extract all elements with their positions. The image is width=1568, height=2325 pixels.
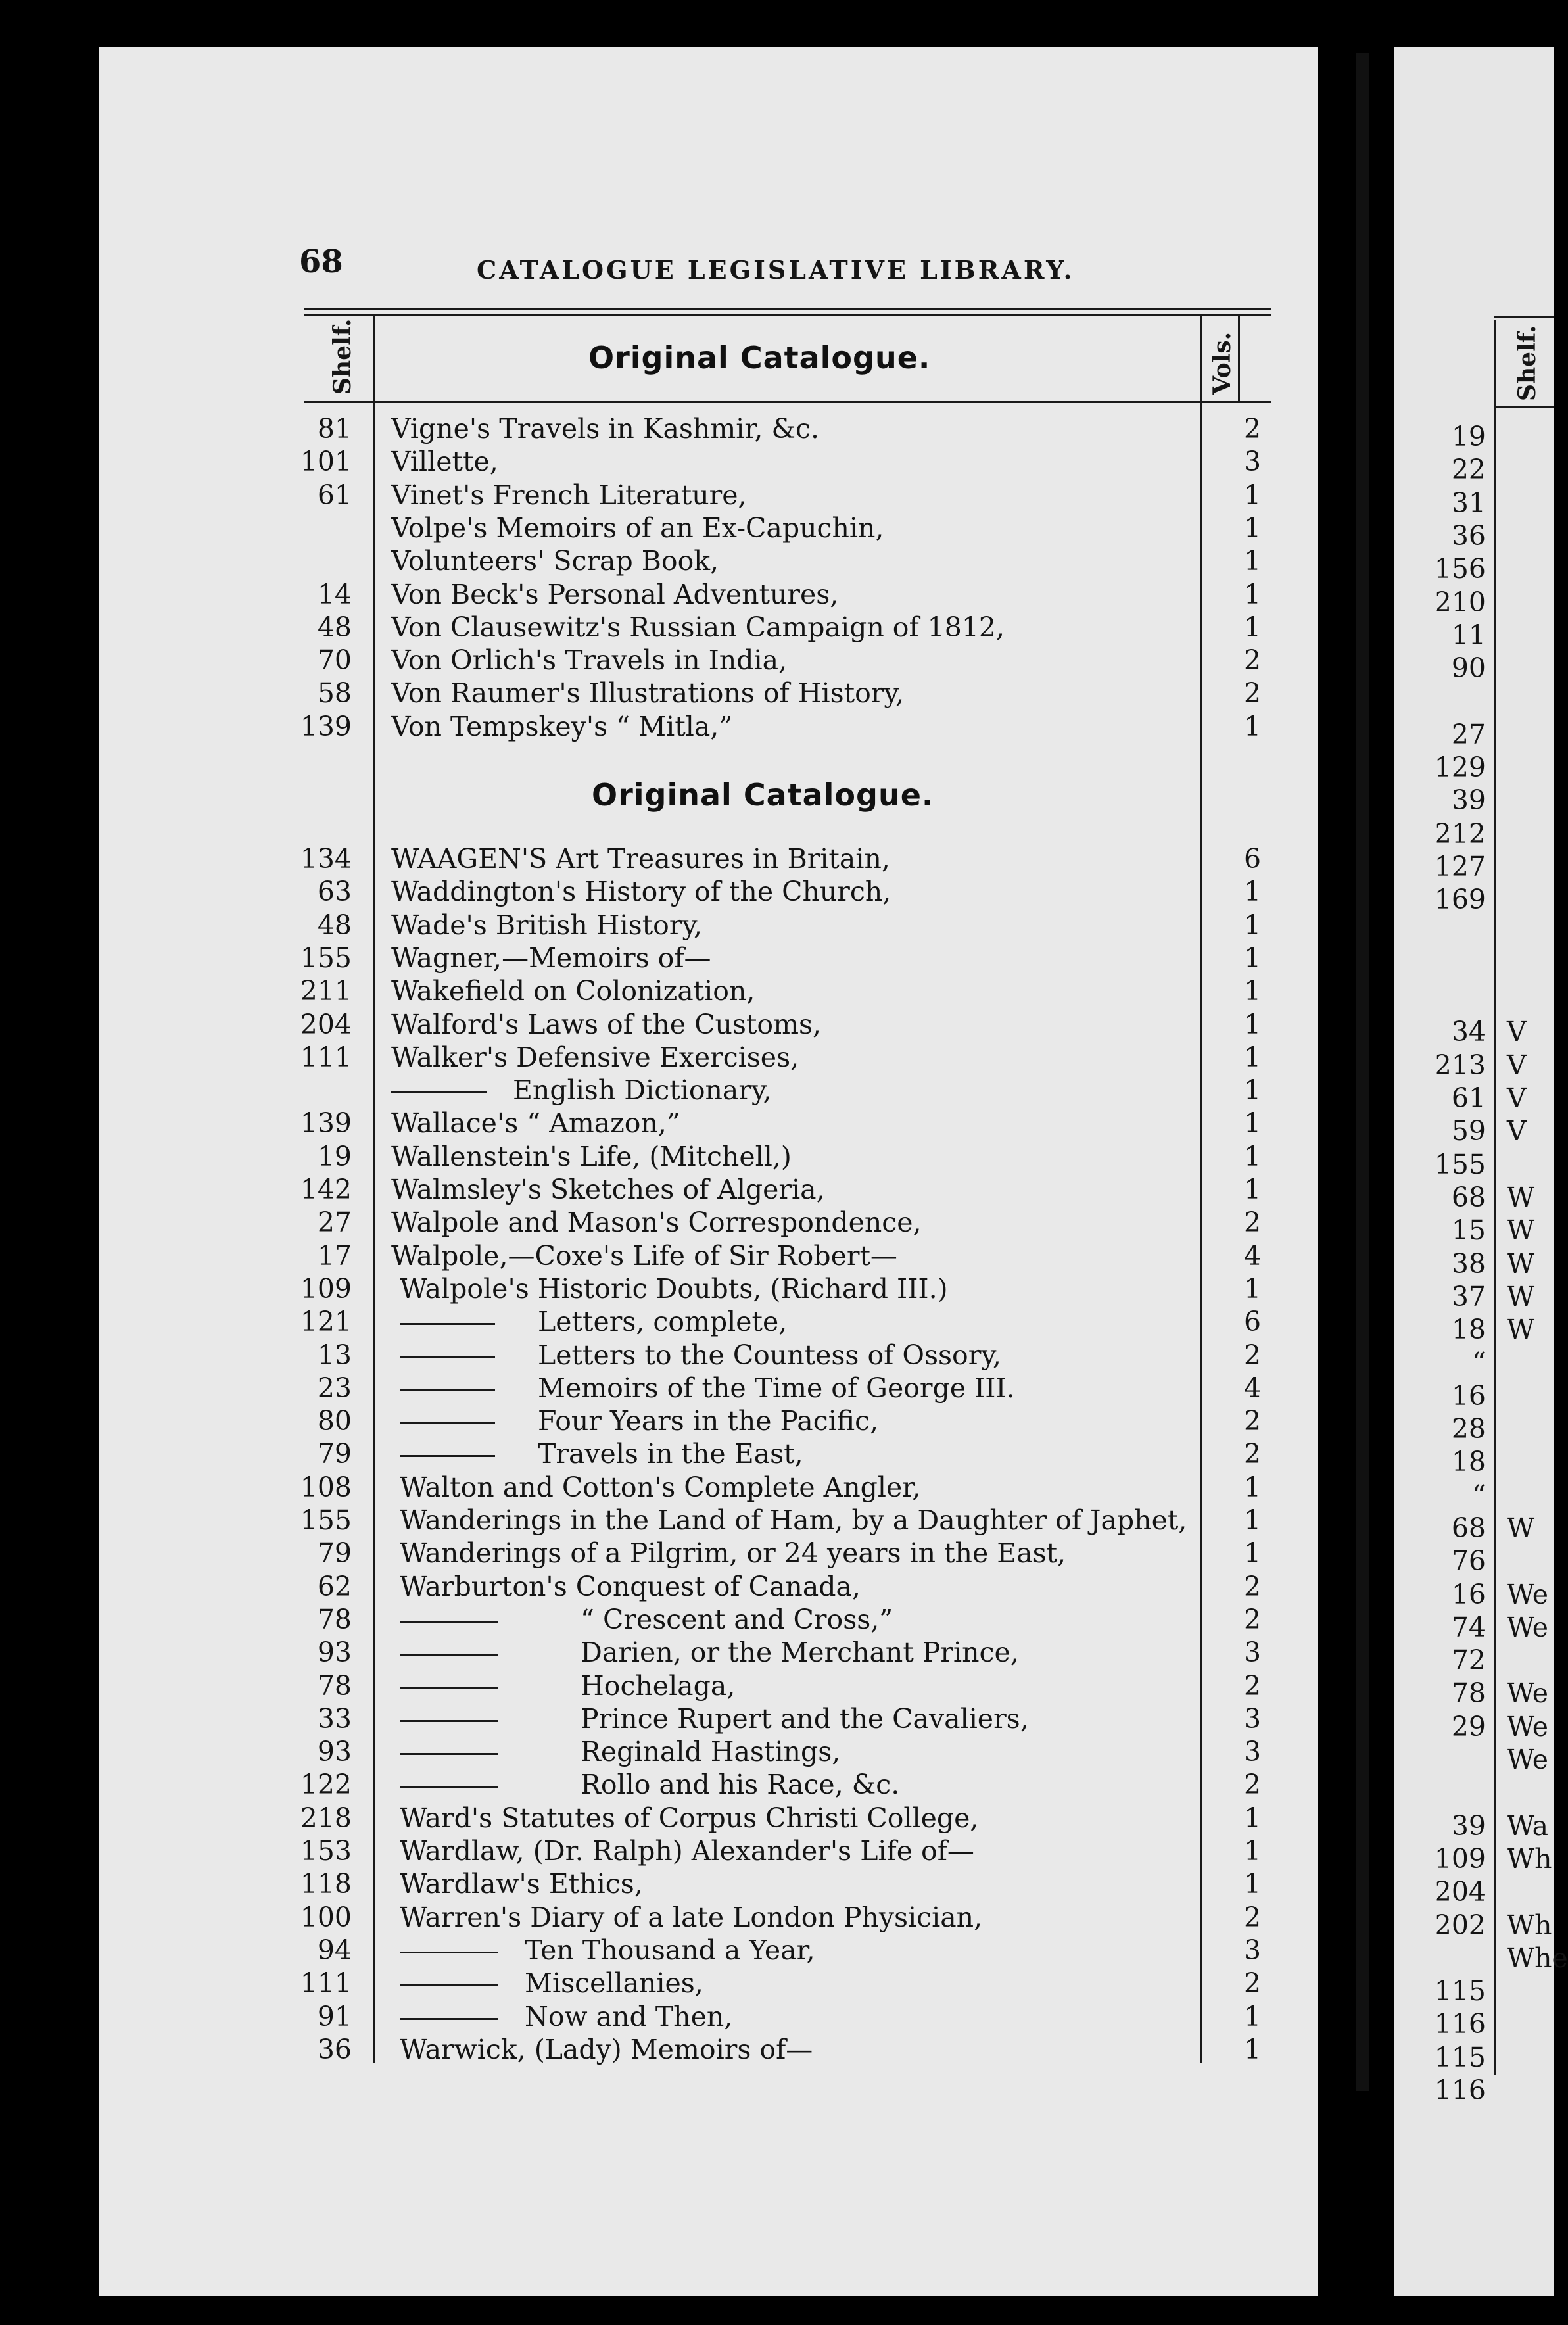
facing-shelf-number: 27: [1451, 718, 1486, 750]
vols-count: 3: [1243, 446, 1262, 478]
top-rule: [304, 308, 1271, 310]
entry-title-text: Warren's Diary of a late London Physician,: [400, 1901, 983, 1933]
shelf-number: 48: [317, 611, 352, 643]
facing-shelf-number: 18: [1451, 1446, 1486, 1478]
vols-count: 2: [1243, 1438, 1262, 1470]
section-heading: Original Catalogue.: [592, 777, 934, 813]
shelf-number: 139: [300, 710, 352, 742]
entry-title: [391, 479, 747, 511]
facing-shelf-number: 212: [1434, 817, 1486, 850]
entry-title-text: Von Clausewitz's Russian Campaign of 1812,: [391, 611, 1005, 643]
page-number: 68: [299, 243, 343, 280]
shelf-number: 79: [317, 1537, 352, 1570]
entry-title: [400, 1504, 1187, 1536]
shelf-number: 94: [317, 1934, 352, 1966]
ditto-dash: [400, 1621, 498, 1623]
entry-title: [400, 1273, 948, 1305]
shelf-number: 108: [300, 1471, 352, 1503]
entry-title: [391, 942, 711, 974]
vols-count: 1: [1243, 975, 1262, 1007]
facing-shelf-number: 28: [1451, 1413, 1486, 1445]
entry-title-text: Wanderings in the Land of Ham, by a Daughter of Japhet,: [400, 1504, 1187, 1536]
facing-title-fragment: W: [1507, 1181, 1535, 1213]
facing-title-fragment: V: [1507, 1115, 1527, 1147]
entry-title: [391, 1107, 680, 1139]
entry-title-text: Warburton's Conquest of Canada,: [400, 1570, 861, 1602]
facing-shelf-number: 16: [1451, 1379, 1486, 1412]
facing-title-fragment: W: [1507, 1214, 1535, 1247]
facing-header-rule: [1494, 406, 1554, 408]
shelf-number: 14: [317, 578, 352, 610]
facing-column-rule: [1494, 320, 1496, 2075]
shelf-number: 211: [300, 975, 352, 1007]
shelf-number: 19: [317, 1140, 352, 1172]
shelf-number: 61: [317, 479, 352, 511]
shelf-number: 48: [317, 909, 352, 941]
vols-count: 2: [1243, 1967, 1262, 2000]
shelf-number: 58: [317, 677, 352, 709]
entry-title-text: Wanderings of a Pilgrim, or 24 years in the East,: [400, 1537, 1066, 1570]
facing-shelf-number: 78: [1451, 1677, 1486, 1710]
facing-shelf-number: 59: [1451, 1115, 1486, 1147]
facing-shelf-number: 127: [1434, 850, 1486, 882]
vols-count: 2: [1243, 413, 1262, 444]
vols-count: 2: [1243, 677, 1262, 709]
facing-shelf-number: 76: [1451, 1545, 1486, 1577]
entry-title-text: Rollo and his Race, &c.: [581, 1769, 900, 1801]
vols-count: 2: [1243, 1603, 1262, 1635]
ditto-dash: [400, 1786, 498, 1788]
entry-title: [400, 1472, 920, 1503]
entry-title-text: Walpole's Historic Doubts, (Richard III.): [400, 1272, 948, 1305]
vols-count: 1: [1243, 710, 1262, 742]
entry-title: [400, 1769, 899, 1800]
ditto-dash: [400, 2018, 498, 2020]
entry-title-text: Wallenstein's Life, (Mitchell,): [391, 1140, 792, 1172]
entry-title-text: Travels in the East,: [538, 1438, 803, 1470]
facing-shelf-number: 115: [1434, 1975, 1486, 2007]
facing-top-rule: [1494, 316, 1554, 318]
shelf-number: 79: [317, 1438, 352, 1470]
shelf-number: 111: [300, 1041, 352, 1073]
ditto-dash: [400, 1720, 498, 1722]
entry-title-text: Warwick, (Lady) Memoirs of—: [400, 2033, 813, 2065]
vols-count: 1: [1243, 1471, 1262, 1503]
entry-title-text: Wakefield on Colonization,: [391, 975, 755, 1007]
facing-shelf-number: 74: [1451, 1611, 1486, 1643]
vols-count: 2: [1243, 1570, 1262, 1602]
entry-title: [400, 1339, 1001, 1371]
facing-title-fragment: V: [1507, 1049, 1527, 1081]
entry-title: [400, 1604, 893, 1635]
entry-title: [391, 545, 719, 577]
entry-title: [391, 1009, 821, 1040]
facing-shelf-number: 29: [1451, 1710, 1486, 1742]
shelf-number: 70: [317, 644, 352, 677]
shelf-number: 139: [300, 1107, 352, 1139]
facing-title-fragment: We: [1507, 1611, 1549, 1643]
entry-title: [400, 1306, 787, 1337]
facing-shelf-number: 36: [1451, 519, 1486, 552]
vols-count: 3: [1243, 1934, 1262, 1966]
entry-title: [400, 1835, 974, 1867]
facing-shelf-number: 11: [1451, 619, 1486, 651]
entry-title-text: Von Beck's Personal Adventures,: [391, 578, 839, 610]
entry-title-text: Ward's Statutes of Corpus Christi College,: [400, 1802, 979, 1834]
shelf-number: 33: [317, 1702, 352, 1735]
entry-title-text: Wallace's “ Amazon,”: [391, 1107, 680, 1139]
vols-count: 1: [1243, 1008, 1262, 1040]
entry-title: [400, 1537, 1066, 1569]
shelf-column-label: Shelf.: [329, 318, 356, 395]
entry-title-text: Von Tempskey's “ Mitla,”: [391, 710, 733, 742]
vols-count: 1: [1243, 909, 1262, 941]
facing-title-fragment: W: [1507, 1247, 1535, 1280]
entry-title: [391, 1240, 897, 1272]
entry-title-text: WAAGEN'S Art Treasures in Britain,: [391, 843, 890, 875]
entry-title-text: Four Years in the Pacific,: [538, 1405, 879, 1437]
vols-count: 1: [1243, 1802, 1262, 1834]
entry-title: [391, 446, 498, 477]
vols-count: 2: [1243, 1669, 1262, 1702]
vols-count: 1: [1243, 512, 1262, 544]
vols-count: 1: [1243, 1140, 1262, 1172]
entry-title-text: Letters to the Countess of Ossory,: [538, 1339, 1002, 1371]
ditto-dash: [400, 1687, 498, 1689]
entry-title: [400, 2034, 813, 2065]
vols-count: 1: [1243, 1107, 1262, 1139]
entry-title: [400, 1802, 978, 1834]
facing-title-fragment: Wa: [1507, 1810, 1549, 1842]
vols-count: 1: [1243, 1537, 1262, 1570]
entry-title-text: Vigne's Travels in Kashmir, &c.: [391, 413, 819, 444]
shelf-number: 153: [300, 1835, 352, 1867]
entry-title-text: Reginald Hastings,: [581, 1736, 841, 1768]
facing-shelf-number: 116: [1434, 2008, 1486, 2040]
facing-shelf-number: 31: [1451, 487, 1486, 519]
entry-title: [391, 975, 755, 1007]
entry-title-text: Volunteers' Scrap Book,: [391, 545, 719, 577]
facing-shelf-number: 38: [1451, 1247, 1486, 1280]
vols-header-rule: [1238, 314, 1240, 401]
entry-title: [391, 677, 904, 709]
vols-count: 1: [1243, 1835, 1262, 1867]
vols-count: 1: [1243, 1868, 1262, 1900]
facing-shelf-number: 116: [1434, 2074, 1486, 2106]
facing-shelf-number: 129: [1434, 752, 1486, 783]
vols-count: 1: [1243, 2000, 1262, 2032]
entry-title: [391, 711, 732, 742]
shelf-number: 93: [317, 1736, 352, 1768]
facing-title-fragment: We: [1507, 1578, 1549, 1610]
entry-title: [391, 1074, 772, 1106]
vols-count: 1: [1243, 1504, 1262, 1536]
vols-count: 4: [1243, 1372, 1262, 1404]
entry-title-text: Wagner,—Memoirs of—: [391, 942, 711, 974]
facing-title-fragment: W: [1507, 1280, 1535, 1312]
facing-title-fragment: W: [1507, 1314, 1535, 1346]
facing-title-fragment: V: [1507, 1016, 1527, 1048]
vols-count: 1: [1243, 942, 1262, 974]
entry-title-text: Prince Rupert and the Cavaliers,: [581, 1702, 1029, 1735]
running-title: CATALOGUE LEGISLATIVE LIBRARY.: [477, 255, 1075, 285]
facing-shelf-number: 34: [1451, 1016, 1486, 1048]
shelf-number: 63: [317, 876, 352, 908]
entry-title-text: Now and Then,: [525, 2000, 733, 2032]
facing-shelf-number: 68: [1451, 1512, 1486, 1544]
shelf-number: 118: [300, 1868, 352, 1900]
vols-count: 2: [1243, 1901, 1262, 1933]
facing-shelf-number: “: [1472, 1479, 1486, 1511]
facing-shelf-number: 72: [1451, 1644, 1486, 1677]
vols-count: 1: [1243, 1174, 1262, 1205]
facing-shelf-number: 156: [1434, 553, 1486, 585]
entry-title-text: Letters, complete,: [538, 1306, 788, 1338]
facing-title-fragment: Wh: [1507, 1909, 1552, 1941]
shelf-number: 62: [317, 1570, 352, 1602]
shelf-column-rule: [373, 314, 375, 2063]
facing-shelf-number: 109: [1434, 1842, 1486, 1875]
facing-shelf-number: 213: [1434, 1049, 1486, 1081]
vols-count: 1: [1243, 1272, 1262, 1305]
entry-title: [391, 1207, 922, 1238]
entry-title: [400, 1637, 1019, 1668]
vols-count: 3: [1243, 1637, 1262, 1669]
entry-title-text: Walmsley's Sketches of Algeria,: [391, 1174, 825, 1205]
shelf-number: 23: [317, 1372, 352, 1404]
entry-title: [391, 413, 819, 444]
ditto-dash: [400, 1984, 498, 1986]
facing-shelf-number: 61: [1451, 1082, 1486, 1114]
facing-shelf-number: 39: [1451, 1810, 1486, 1842]
entry-title: [400, 1902, 982, 1933]
vols-count: 1: [1243, 1041, 1262, 1073]
entry-title-text: Wardlaw's Ethics,: [400, 1868, 643, 1900]
entry-title-text: Memoirs of the Time of George III.: [538, 1372, 1015, 1404]
vols-count: 3: [1243, 1736, 1262, 1768]
entry-title: [391, 1042, 799, 1073]
vols-count: 6: [1243, 843, 1262, 875]
facing-shelf-number: 22: [1451, 454, 1486, 486]
shelf-number: 218: [300, 1802, 352, 1834]
entry-title: [400, 1670, 735, 1702]
entry-title: [391, 1141, 792, 1172]
facing-shelf-number: 115: [1434, 2041, 1486, 2073]
entry-title-text: Von Raumer's Illustrations of History,: [391, 677, 905, 709]
ditto-dash: [400, 1323, 495, 1325]
ditto-dash: [400, 1952, 498, 1953]
shelf-number: 80: [317, 1405, 352, 1437]
entry-title-text: Waddington's History of the Church,: [391, 876, 891, 908]
entry-title: [391, 579, 838, 610]
shelf-number: 81: [317, 413, 352, 444]
shelf-number: 36: [317, 2033, 352, 2065]
shelf-number: 78: [317, 1669, 352, 1702]
shelf-number: 111: [300, 1967, 352, 2000]
shelf-number: 91: [317, 2000, 352, 2032]
facing-shelf-number: 155: [1434, 1148, 1486, 1180]
shelf-number: 100: [300, 1901, 352, 1933]
vols-count: 6: [1243, 1306, 1262, 1338]
vols-count: 1: [1243, 578, 1262, 610]
entry-title: [400, 1438, 803, 1470]
vols-count: 2: [1243, 1405, 1262, 1437]
entry-title: [391, 512, 884, 544]
vols-column-rule: [1200, 314, 1202, 2063]
shelf-number: 101: [300, 446, 352, 478]
entry-title-text: “ Crescent and Cross,”: [581, 1603, 893, 1635]
vols-count: 4: [1243, 1239, 1262, 1272]
shelf-number: 204: [300, 1008, 352, 1040]
vols-count: 2: [1243, 1207, 1262, 1239]
entry-title-text: Ten Thousand a Year,: [525, 1934, 815, 1966]
facing-shelf-number: 18: [1451, 1314, 1486, 1346]
shelf-number: 109: [300, 1272, 352, 1305]
entry-title: [391, 1174, 825, 1205]
entry-title: [400, 1967, 703, 1999]
vols-count: 1: [1243, 2033, 1262, 2065]
entry-title-text: Vinet's French Literature,: [391, 479, 747, 511]
entry-title-text: Walford's Laws of the Customs,: [391, 1008, 822, 1040]
entry-title: [400, 1934, 815, 1966]
entry-title-text: Wardlaw, (Dr. Ralph) Alexander's Life of—: [400, 1835, 974, 1867]
entry-title-text: Villette,: [391, 446, 498, 478]
shelf-number: 155: [300, 1504, 352, 1536]
vols-column-label: Vols.: [1208, 331, 1236, 395]
facing-title-fragment: We: [1507, 1710, 1549, 1742]
entry-title-text: Miscellanies,: [525, 1967, 703, 2000]
shelf-number: 142: [300, 1174, 352, 1205]
facing-title-fragment: V: [1507, 1082, 1527, 1114]
facing-title-fragment: We: [1507, 1677, 1549, 1710]
shelf-number: 78: [317, 1603, 352, 1635]
shelf-number: 13: [317, 1339, 352, 1371]
entry-title-text: Wade's British History,: [391, 909, 703, 941]
shelf-number: 122: [300, 1769, 352, 1801]
top-rule-thin: [304, 314, 1271, 316]
entry-title-text: Volpe's Memoirs of an Ex-Capuchin,: [391, 512, 884, 544]
entry-title-text: Walpole,—Coxe's Life of Sir Robert—: [391, 1239, 897, 1272]
vols-count: 1: [1243, 479, 1262, 511]
facing-shelf-number: 169: [1434, 884, 1486, 916]
ditto-dash: [391, 1091, 487, 1093]
facing-shelf-number: 204: [1434, 1876, 1486, 1908]
facing-shelf-number: 90: [1451, 652, 1486, 684]
header-bottom-rule: [304, 401, 1271, 403]
entry-title: [391, 843, 890, 875]
vols-count: 3: [1243, 1702, 1262, 1735]
ditto-dash: [400, 1389, 495, 1391]
ditto-dash: [400, 1455, 495, 1457]
facing-shelf-number: 68: [1451, 1181, 1486, 1213]
entry-title-text: English Dictionary,: [513, 1074, 772, 1107]
facing-shelf-number: 39: [1451, 784, 1486, 817]
facing-shelf-number: 15: [1451, 1214, 1486, 1247]
entry-title-text: Von Orlich's Travels in India,: [391, 644, 788, 677]
entry-title: [400, 1372, 1015, 1404]
entry-title-text: Darien, or the Merchant Prince,: [581, 1637, 1019, 1669]
vols-count: 2: [1243, 1769, 1262, 1801]
facing-shelf-number: 202: [1434, 1909, 1486, 1941]
facing-shelf-label: Shelf.: [1513, 325, 1541, 401]
entry-title: [400, 1868, 643, 1900]
entry-title: [391, 909, 702, 941]
vols-count: 1: [1243, 876, 1262, 908]
facing-shelf-number: “: [1472, 1347, 1486, 1379]
facing-shelf-number: 210: [1434, 586, 1486, 618]
shelf-number: 121: [300, 1306, 352, 1338]
entry-title-text: Walpole and Mason's Correspondence,: [391, 1207, 922, 1239]
vols-count: 2: [1243, 1339, 1262, 1371]
page-gutter: [1356, 53, 1369, 2091]
shelf-number: 155: [300, 942, 352, 974]
facing-title-fragment: W: [1507, 1512, 1535, 1544]
vols-count: 2: [1243, 644, 1262, 677]
entry-title: [391, 611, 1005, 643]
facing-shelf-number: 37: [1451, 1280, 1486, 1312]
section-heading: Original Catalogue.: [588, 340, 931, 375]
facing-title-fragment: Whe: [1507, 1942, 1568, 1974]
facing-title-fragment: We: [1507, 1744, 1549, 1775]
entry-title: [400, 1405, 878, 1437]
ditto-dash: [400, 1753, 498, 1755]
entry-title: [400, 1703, 1029, 1735]
facing-shelf-number: 16: [1451, 1578, 1486, 1610]
entry-title-text: Walker's Defensive Exercises,: [391, 1041, 799, 1073]
entry-title: [391, 876, 891, 907]
vols-count: 1: [1243, 545, 1262, 577]
ditto-dash: [400, 1654, 498, 1656]
facing-title-fragment: Wh: [1507, 1842, 1552, 1875]
vols-count: 1: [1243, 1074, 1262, 1107]
shelf-number: 134: [300, 843, 352, 875]
entry-title-text: Hochelaga,: [581, 1669, 736, 1702]
entry-title-text: Walton and Cotton's Complete Angler,: [400, 1471, 921, 1503]
vols-count: 1: [1243, 611, 1262, 643]
entry-title: [400, 2001, 732, 2032]
entry-title: [400, 1736, 840, 1767]
facing-shelf-number: 19: [1451, 421, 1486, 452]
ditto-dash: [400, 1422, 495, 1424]
ditto-dash: [400, 1356, 495, 1358]
shelf-number: 27: [317, 1207, 352, 1239]
entry-title: [391, 644, 787, 676]
shelf-number: 93: [317, 1637, 352, 1669]
shelf-number: 17: [317, 1239, 352, 1272]
entry-title: [400, 1571, 861, 1602]
